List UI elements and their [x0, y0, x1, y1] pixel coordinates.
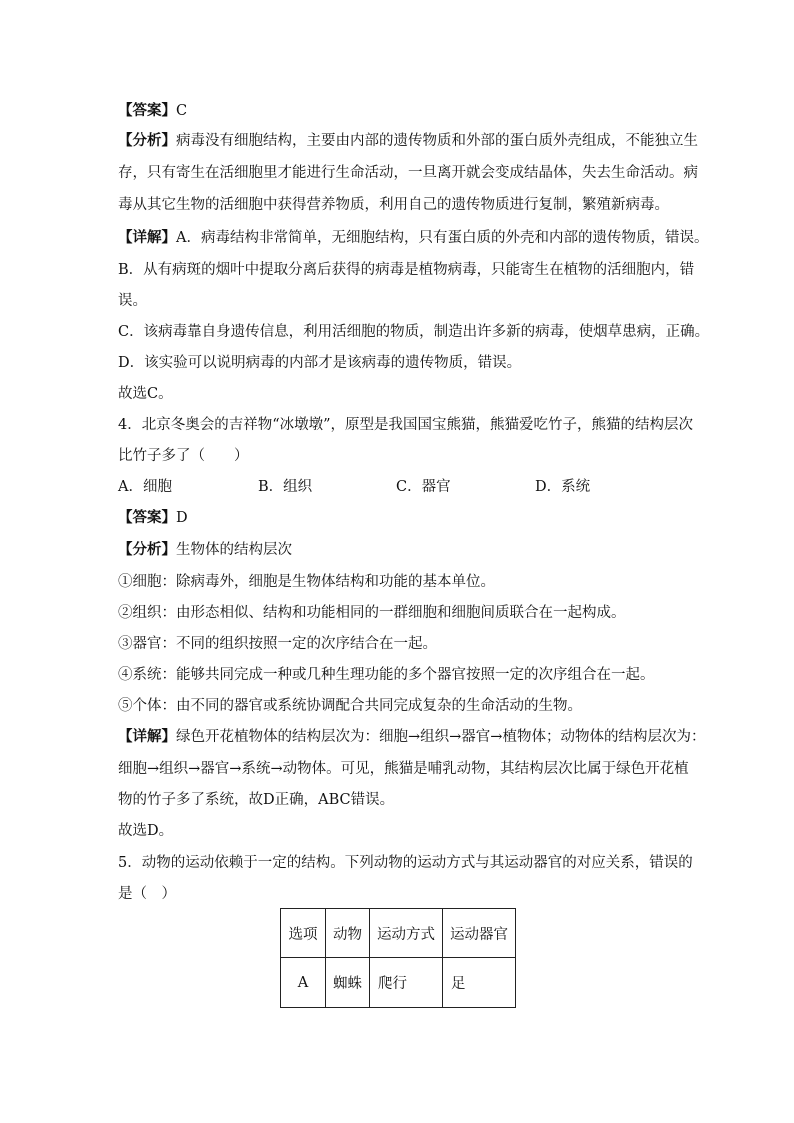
q5-table	[280, 908, 516, 1008]
detail-tag: 【详解】	[118, 728, 176, 745]
q4-point-1: ①细胞：除病毒外，细胞是生物体结构和功能的基本单位。	[118, 574, 495, 590]
q4-option-d: D．系统	[535, 479, 591, 495]
table-header-cell: 运动器官	[443, 909, 516, 958]
q4-analysis-line	[118, 540, 292, 560]
q4-stem-line-2: 比竹子多了（ ）	[118, 448, 249, 464]
table-row	[281, 958, 516, 1008]
table-header-cell: 动物	[326, 909, 370, 958]
analysis-tag: 【分析】	[118, 541, 176, 558]
q4-option-b: B．组织	[258, 479, 313, 495]
q5-stem-line-2: 是（ ）	[118, 886, 176, 902]
q4-point-5: ⑤个体：由不同的器官或系统协调配合共同完成复杂的生命活动的生物。	[118, 698, 582, 714]
q4-point-3: ③器官：不同的组织按照一定的次序结合在一起。	[118, 636, 437, 652]
answer-tag: 【答案】	[118, 102, 176, 119]
q3-detail-text: A．病毒结构非常简单，无细胞结构，只有蛋白质的外壳和内部的遗传物质，错误。	[176, 230, 709, 246]
q4-answer: D	[176, 510, 188, 526]
q3-detail-line-4: C．该病毒靠自身遗传信息，利用活细胞的物质，制造出许多新的病毒，使烟草患病，正确。	[118, 324, 710, 340]
q3-conclusion: 故选C。	[118, 386, 173, 402]
q4-stem-line-1: 4．北京冬奥会的吉祥物“冰墩墩”，原型是我国国宝熊猫，熊猫爱吃竹子，熊猫的结构层次	[118, 417, 694, 433]
q4-option-a: A．细胞	[118, 479, 172, 495]
q3-analysis-line-1	[118, 131, 698, 151]
table-cell: A	[281, 958, 326, 1008]
table-header-cell: 运动方式	[370, 909, 443, 958]
table-cell: 足	[443, 958, 516, 1008]
q4-options	[118, 477, 718, 497]
q3-answer: C	[176, 103, 188, 119]
table-cell: 爬行	[370, 958, 443, 1008]
q4-detail-line-2: 细胞→组织→器官→系统→动物体。可见，熊猫是哺乳动物，其结构层次比属于绿色开花植	[118, 761, 689, 777]
q4-option-c: C．器官	[396, 479, 451, 495]
q4-detail-line-1	[118, 727, 705, 747]
q5-stem-line-1: 5．动物的运动依赖于一定的结构。下列动物的运动方式与其运动器官的对应关系，错误的	[118, 855, 693, 871]
table-cell: 蜘蛛	[326, 958, 370, 1008]
q4-analysis-title: 生物体的结构层次	[176, 542, 292, 558]
q3-answer-line	[118, 101, 187, 121]
q3-analysis-line-2: 存，只有寄生在活细胞里才能进行生命活动，一旦离开就会变成结晶体，失去生命活动。病	[118, 165, 698, 181]
analysis-tag: 【分析】	[118, 132, 176, 149]
q3-detail-line-2: B．从有病斑的烟叶中提取分离后获得的病毒是植物病毒，只能寄生在植物的活细胞内，错	[118, 262, 695, 278]
table-header-cell: 选项	[281, 909, 326, 958]
q3-detail-line-3: 误。	[118, 293, 147, 309]
q3-detail-line-1	[118, 228, 708, 248]
answer-tag: 【答案】	[118, 509, 176, 526]
q3-analysis-text: 病毒没有细胞结构，主要由内部的遗传物质和外部的蛋白质外壳组成，不能独立生	[176, 133, 698, 149]
q4-conclusion: 故选D。	[118, 823, 174, 839]
q4-detail-line-3: 物的竹子多了系统，故D正确，ABC错误。	[118, 792, 395, 808]
q4-point-2: ②组织：由形态相似、结构和功能相同的一群细胞和细胞间质联合在一起构成。	[118, 605, 626, 621]
q3-analysis-line-3: 毒从其它生物的活细胞中获得营养物质，利用自己的遗传物质进行复制，繁殖新病毒。	[118, 197, 669, 213]
table-header-row	[281, 909, 516, 958]
q3-detail-line-5: D．该实验可以说明病毒的内部才是该病毒的遗传物质，错误。	[118, 355, 522, 371]
q4-point-4: ④系统：能够共同完成一种或几种生理功能的多个器官按照一定的次序组合在一起。	[118, 667, 655, 683]
q4-answer-line	[118, 508, 188, 528]
detail-tag: 【详解】	[118, 229, 176, 246]
q4-detail-text: 绿色开花植物体的结构层次为：细胞→组织→器官→植物体；动物体的结构层次为：	[176, 729, 706, 745]
